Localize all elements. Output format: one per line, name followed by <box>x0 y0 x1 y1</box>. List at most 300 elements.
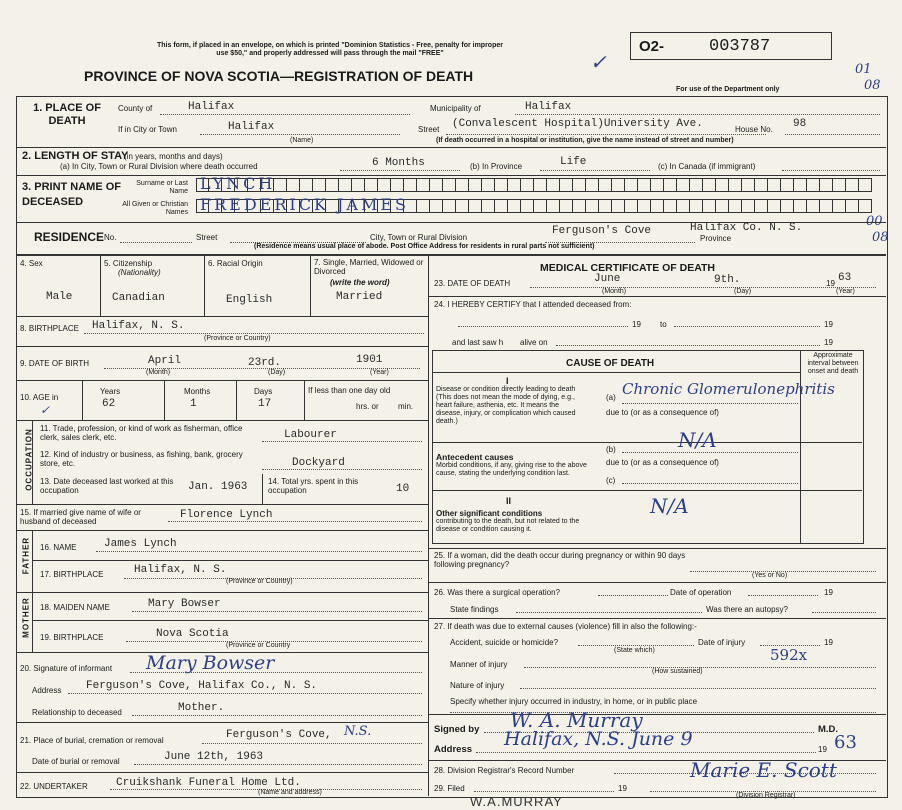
relationship-value: Mother. <box>178 702 225 714</box>
last-saw-label: and last saw h <box>452 338 504 347</box>
name-letter-box <box>287 178 300 192</box>
medical-heading: MEDICAL CERTIFICATE OF DEATH <box>540 262 715 274</box>
name-letter-box <box>807 199 820 213</box>
row-divider <box>32 560 428 561</box>
name-letter-box <box>391 178 404 192</box>
cause-b-value: N/A <box>678 428 717 452</box>
cell-divider <box>32 530 33 592</box>
burial-place-handwritten: N.S. <box>344 724 372 739</box>
filed-line <box>474 791 614 792</box>
name-letter-box <box>404 178 417 192</box>
autopsy-line <box>812 612 876 613</box>
reg-number: 003787 <box>709 37 771 56</box>
sex-value: Male <box>46 291 73 303</box>
racial-origin-label: 6. Racial Origin <box>208 259 263 268</box>
margin-mark-1: 01 <box>855 62 872 77</box>
to-label: to <box>660 320 667 329</box>
q11-line <box>262 441 422 442</box>
burial-place-label: 21. Place of burial, cremation or removal <box>20 736 164 745</box>
cause-c-line <box>622 483 798 484</box>
street-label: Street <box>418 125 440 134</box>
name-letter-box <box>794 178 807 192</box>
burial-date: June 12th, 1963 <box>164 751 264 763</box>
name-letter-box <box>547 199 560 213</box>
stay-a-label: (a) In City, Town or Rural Division where death occurred <box>60 162 258 171</box>
cell-divider <box>100 254 101 316</box>
row-divider <box>428 618 886 619</box>
signed-by-label: Signed by <box>434 724 480 735</box>
name-letter-box <box>833 199 846 213</box>
q13-label: 13. Date deceased last worked at this occupation <box>40 477 174 495</box>
name-letter-box <box>703 178 716 192</box>
date-op-label: Date of operation <box>670 588 732 597</box>
name-letter-box <box>755 199 768 213</box>
informant-signature: Mary Bowser <box>146 652 275 674</box>
filed-year: 19 <box>618 784 627 793</box>
house-line <box>785 134 880 135</box>
name-letter-box <box>456 178 469 192</box>
name-letter-box <box>508 199 521 213</box>
informant-addr-label: Address <box>32 686 62 695</box>
injury-year: 19 <box>824 638 833 647</box>
cause-a-line <box>622 403 798 404</box>
op-year: 19 <box>824 588 833 597</box>
name-letter-box <box>664 199 677 213</box>
registrar-signature: Marie E. Scott <box>690 758 837 782</box>
place-of-death-label: 1. PLACE OF DEATH <box>33 102 101 127</box>
cell-divider <box>236 380 237 420</box>
other-conditions-desc: contributing to the death, but not related to the disease or condition causing it. <box>436 518 580 533</box>
name-letter-box <box>300 178 313 192</box>
dod-year-prefix: 19 <box>826 279 835 288</box>
autopsy-label: Was there an autopsy? <box>706 605 788 614</box>
to-line <box>674 326 820 327</box>
birthplace-line <box>84 333 424 334</box>
name-letter-box <box>313 178 326 192</box>
age-years: 62 <box>102 398 116 410</box>
age-months: 1 <box>190 398 197 410</box>
name-letter-box <box>677 178 690 192</box>
name-letter-box <box>833 178 846 192</box>
hrs-label: hrs. or <box>356 402 379 411</box>
marital-value: Married <box>336 291 383 303</box>
name-letter-box <box>859 199 872 213</box>
age-check: ✓ <box>40 403 51 417</box>
row-divider <box>17 380 428 381</box>
citizenship-value: Canadian <box>112 292 165 304</box>
age-days: 17 <box>258 398 272 410</box>
mother-bp-caption: (Province or Country <box>226 642 291 649</box>
yes-no-caption: (Yes or No) <box>752 572 788 579</box>
q13-value: Jan. 1963 <box>188 481 248 493</box>
relationship-line <box>132 715 422 716</box>
cause-a-value: Chronic Glomerulonephritis <box>622 380 835 398</box>
undertaker-value: Cruikshank Funeral Home Ltd. <box>116 777 301 789</box>
row-divider <box>428 296 886 297</box>
row-divider <box>17 504 428 505</box>
name-caption: (Name) <box>290 137 314 144</box>
row-divider <box>432 442 862 443</box>
informant-sig-line <box>130 672 422 673</box>
row-divider <box>432 490 862 491</box>
physician-address: Halifax, N.S. June 9 <box>504 728 693 750</box>
stay-a-line <box>340 170 460 171</box>
physician-address-label: Address <box>434 744 473 755</box>
from-line <box>458 326 628 327</box>
occupation-side-label: OCCUPATION <box>24 428 34 491</box>
name-letter-box <box>508 178 521 192</box>
county-line <box>160 114 410 115</box>
specify-label: Specify whether injury occurred in industry, in home, or in public place <box>450 697 698 706</box>
dod-month-caption: (Month) <box>602 288 627 295</box>
manner-label: Manner of injury <box>450 660 508 669</box>
municipality-label: Municipality of <box>430 104 481 113</box>
due-to-b: due to (or as a consequence of) <box>606 458 719 467</box>
name-letter-box <box>495 178 508 192</box>
q14-value: 10 <box>396 483 410 495</box>
name-letter-box <box>573 178 586 192</box>
cell-divider <box>32 420 33 504</box>
given-value: FREDERICK JAMES <box>200 195 409 214</box>
stay-c-line <box>782 170 880 171</box>
q27-label: 27. If death was due to external causes (violence) fill in also the following:- <box>434 622 697 631</box>
dod-day: 9th. <box>714 274 741 286</box>
name-letter-box <box>729 178 742 192</box>
q28-label: 28. Division Registrar's Record Number <box>434 766 575 775</box>
name-letter-box <box>599 178 612 192</box>
interval-label: Approximate interval between onset and death <box>807 352 859 375</box>
name-letter-box <box>651 199 664 213</box>
stay-b-value: Life <box>560 156 587 168</box>
father-side-label: FATHER <box>21 536 31 575</box>
dob-label: 9. DATE OF BIRTH <box>20 359 90 368</box>
name-letter-box <box>768 199 781 213</box>
municipality-value: Halifax <box>525 101 572 113</box>
municipality-line <box>515 114 880 115</box>
stay-b-line <box>540 170 650 171</box>
margin-mark-3: 00 <box>866 214 883 229</box>
given-label: All Given or Christian Names <box>122 201 188 216</box>
cell-divider <box>304 380 305 420</box>
name-letter-box <box>430 199 443 213</box>
row-divider <box>428 714 886 715</box>
name-letter-box <box>482 178 495 192</box>
name-letter-box <box>690 199 703 213</box>
name-letter-box <box>755 178 768 192</box>
dod-year: 63 <box>838 272 852 284</box>
cell-divider <box>32 592 33 652</box>
residence-label: RESIDENCE <box>34 230 105 244</box>
part-one-label: I <box>506 376 509 386</box>
address-year-prefix: 19 <box>818 745 827 754</box>
min-label: min. <box>398 402 414 411</box>
cause-code: 592x <box>770 646 808 664</box>
residence-province-label: Province <box>700 234 732 243</box>
address-year: 63 <box>834 732 857 753</box>
name-letter-box <box>742 199 755 213</box>
father-birthplace: Halifax, N. S. <box>134 564 227 576</box>
dob-day: 23rd. <box>248 357 282 369</box>
margin-mark-2: 08 <box>864 78 881 93</box>
name-letter-box <box>326 178 339 192</box>
name-letter-box <box>443 178 456 192</box>
age-label: 10. AGE in <box>20 393 59 402</box>
dod-label: 23. DATE OF DEATH <box>434 279 511 288</box>
name-letter-box <box>430 178 443 192</box>
city-value: Halifax <box>228 121 275 133</box>
name-letter-box <box>625 178 638 192</box>
q12-line <box>262 469 422 470</box>
name-letter-box <box>716 199 729 213</box>
name-letter-box <box>677 199 690 213</box>
place-note: (If death occurred in a hospital or institution, give the name instead of street and number) <box>436 137 734 144</box>
relationship-label: Relationship to deceased <box>32 708 122 717</box>
q14-label: 14. Total yrs. spent in this occupation <box>268 477 359 495</box>
how-caption: (How sustained) <box>652 668 703 675</box>
marital-label: 7. Single, Married, Widowed or Divorced <box>314 258 424 276</box>
q25-label: 25. If a woman, did the death occur during pregnancy or within 90 days following pregnancy? <box>434 551 686 569</box>
residence-note: (Residence means usual place of abode. Post Office Address for residents in rural parts not sufficient) <box>254 243 595 250</box>
spouse-line <box>168 521 422 522</box>
name-letter-box <box>495 199 508 213</box>
mother-name-label: 18. MAIDEN NAME <box>40 603 110 612</box>
name-letter-box <box>638 199 651 213</box>
row-divider <box>17 420 428 421</box>
registrar-caption: (Division Registrar) <box>736 792 796 799</box>
certify-text: 24. I HEREBY CERTIFY that I attended deceased from: <box>434 300 632 309</box>
residence-city-label: City, Town or Rural Division <box>370 233 468 242</box>
q26-line <box>598 595 668 596</box>
residence-city: Ferguson's Cove <box>552 225 652 237</box>
surname-value: LYNCH <box>200 174 276 193</box>
state-findings-label: State findings <box>450 605 499 614</box>
spouse-value: Florence Lynch <box>180 509 273 521</box>
disease-label: Disease or condition directly leading to death (This does not mean the mode of dying, e.g., heart failure, asthenia, etc. It means the disease, injury, or complication which caused death.) <box>436 386 576 425</box>
sex-label: 4. Sex <box>20 259 43 268</box>
name-letter-box <box>443 199 456 213</box>
other-conditions-label: Other significant conditions <box>436 509 543 518</box>
dod-line <box>530 287 876 288</box>
name-letter-box <box>846 199 859 213</box>
mother-name: Mary Bowser <box>148 598 221 610</box>
q11-label: 11. Trade, profession, or kind of work as fisherman, office clerk, sales clerk, etc. <box>40 424 243 442</box>
marital-sub: (write the word) <box>330 278 390 287</box>
stay-c-label: (c) In Canada (if immigrant) <box>658 162 756 171</box>
undertaker-caption: (Name and address) <box>258 789 322 796</box>
other-conditions-value: N/A <box>650 494 689 518</box>
q12-label: 12. Kind of industry or business, as fishing, bank, grocery store, etc. <box>40 450 243 468</box>
row-divider <box>17 722 428 723</box>
dob-year: 1901 <box>356 354 383 366</box>
cause-a-label: (a) <box>606 393 616 402</box>
name-letter-box <box>846 178 859 192</box>
stay-label: 2. LENGTH OF STAY <box>22 150 129 162</box>
name-letter-box <box>703 199 716 213</box>
racial-origin-value: English <box>226 294 273 306</box>
name-letter-box <box>547 178 560 192</box>
registration-number-box <box>630 32 832 60</box>
informant-addr-line <box>68 693 422 694</box>
name-letter-box <box>794 199 807 213</box>
row-divider <box>17 772 428 773</box>
city-label: If in City or Town <box>118 125 177 134</box>
reg-prefix: O2- <box>639 38 665 55</box>
cell-divider <box>262 474 263 504</box>
antecedent-label: Antecedent causes <box>436 452 514 462</box>
postal-note: This form, if placed in an envelope, on which is printed "Dominion Statistics - Free, penalty for improper use $50," and properly addressed will pass through the mail "FREE" <box>157 42 503 57</box>
q29-label: 29. Filed <box>434 784 465 793</box>
dod-month: June <box>594 273 621 285</box>
name-letter-box <box>469 178 482 192</box>
name-letter-box <box>352 178 365 192</box>
cause-b-label: (b) <box>606 445 616 454</box>
name-letter-box <box>417 178 430 192</box>
name-letter-box <box>573 199 586 213</box>
name-letter-box <box>274 178 287 192</box>
cell-divider <box>164 380 165 420</box>
name-letter-box <box>612 199 625 213</box>
name-letter-box <box>456 199 469 213</box>
physician-name-handprint: W.A.MURRAY <box>470 794 563 809</box>
years-label: Years <box>100 387 121 396</box>
margin-mark-4: 08 <box>872 230 889 245</box>
accident-label: Accident, suicide or homicide? <box>450 638 559 647</box>
name-letter-box <box>612 178 625 192</box>
physician-signature: W. A. Murray <box>510 708 643 732</box>
antecedent-desc: Morbid conditions, if any, giving rise to the above cause, stating the underlying condition last. <box>436 462 587 477</box>
name-letter-box <box>820 199 833 213</box>
less-than-day-label: If less than one day old <box>308 386 391 395</box>
name-letter-box <box>807 178 820 192</box>
findings-line <box>516 612 702 613</box>
date-injury-label: Date of injury <box>698 638 746 647</box>
burial-place-line <box>202 743 422 744</box>
dod-year-caption: (Year) <box>836 288 855 295</box>
check-mark: ✓ <box>590 50 607 74</box>
name-letter-box <box>521 178 534 192</box>
md-label: M.D. <box>818 724 839 735</box>
state-which-caption: (State which) <box>614 647 655 654</box>
name-letter-box <box>339 178 352 192</box>
q26-label: 26. Was there a surgical operation? <box>434 588 560 597</box>
dod-day-caption: (Day) <box>734 288 752 295</box>
mother-birthplace-label: 19. BIRTHPLACE <box>40 633 104 642</box>
stay-sub: (in years, months and days) <box>124 152 223 161</box>
undertaker-label: 22. UNDERTAKER <box>20 782 88 791</box>
name-letter-box <box>638 178 651 192</box>
burial-place: Ferguson's Cove, <box>226 729 332 741</box>
row-divider <box>17 147 886 148</box>
residence-no-label: No. <box>104 233 117 242</box>
birthplace-value: Halifax, N. S. <box>92 320 185 332</box>
name-letter-box <box>586 178 599 192</box>
birthplace-label: 8. BIRTHPLACE <box>20 324 79 333</box>
row-divider <box>17 316 428 317</box>
nature-label: Nature of injury <box>450 681 505 690</box>
spouse-label: 15. If married give name of wife or husband of deceased <box>20 508 141 526</box>
father-bp-caption: (Province or Country) <box>226 578 293 585</box>
street-value: (Convalescent Hospital)University Ave. <box>452 118 703 130</box>
due-to-a: due to (or as a consequence of) <box>606 408 719 417</box>
row-divider <box>17 592 428 593</box>
name-letter-box <box>586 199 599 213</box>
street-line <box>446 134 766 135</box>
name-letter-box <box>729 199 742 213</box>
house-value: 98 <box>793 118 807 130</box>
informant-sig-label: 20. Signature of informant <box>20 664 113 673</box>
surname-label: Surname or Last Name <box>136 180 188 195</box>
row-divider <box>17 530 428 531</box>
name-letter-box <box>560 178 573 192</box>
name-letter-box <box>781 199 794 213</box>
row-divider <box>17 346 428 347</box>
name-letter-box <box>417 199 430 213</box>
row-divider <box>17 175 886 176</box>
name-letter-box <box>365 178 378 192</box>
dept-use-label: For use of the Department only <box>676 86 780 93</box>
dob-year-caption: (Year) <box>370 369 389 376</box>
name-letter-box <box>482 199 495 213</box>
burial-date-label: Date of burial or removal <box>32 757 120 766</box>
row-divider <box>428 548 886 549</box>
deceased-name-label: 3. PRINT NAME OF DECEASED <box>22 181 122 208</box>
alive-on-year: 19 <box>824 338 833 347</box>
father-birthplace-label: 17. BIRTHPLACE <box>40 570 104 579</box>
name-letter-box <box>651 178 664 192</box>
q12-value: Dockyard <box>292 457 345 469</box>
name-letter-box <box>560 199 573 213</box>
name-letter-box <box>820 178 833 192</box>
part-two-label: II <box>506 496 512 506</box>
house-label: House No. <box>735 125 773 134</box>
name-letter-box <box>859 178 872 192</box>
name-letter-box <box>469 199 482 213</box>
father-name-label: 16. NAME <box>40 543 77 552</box>
name-letter-box <box>690 178 703 192</box>
city-line <box>200 134 400 135</box>
cause-b-line <box>622 452 798 453</box>
days-label: Days <box>254 387 273 396</box>
mother-side-label: MOTHER <box>21 597 31 638</box>
stay-b-label: (b) In Province <box>470 162 523 171</box>
name-letter-box <box>625 199 638 213</box>
name-letter-box <box>742 178 755 192</box>
accident-line <box>578 645 694 646</box>
cell-divider <box>204 254 205 316</box>
alive-on-label: alive on <box>520 338 548 347</box>
name-letter-box <box>768 178 781 192</box>
surname-grid <box>196 178 872 192</box>
citizenship-sub: (Nationality) <box>118 268 161 277</box>
cause-heading: CAUSE OF DEATH <box>566 358 655 369</box>
to-year: 19 <box>824 320 833 329</box>
cause-c-label: (c) <box>606 476 616 485</box>
residence-street-label: Street <box>196 233 218 242</box>
dob-month-caption: (Month) <box>146 369 171 376</box>
row-divider <box>17 254 886 256</box>
name-letter-box <box>781 178 794 192</box>
stay-a-value: 6 Months <box>372 157 425 169</box>
burial-date-line <box>134 764 422 765</box>
birthplace-caption: (Province or Country) <box>204 335 271 342</box>
name-letter-box <box>378 178 391 192</box>
date-op-line <box>748 595 818 596</box>
alive-on-line <box>556 345 820 346</box>
informant-address: Ferguson's Cove, Halifax Co., N. S. <box>86 680 318 692</box>
residence-province: Halifax Co. N. S. <box>690 222 803 234</box>
citizenship-label: 5. Citizenship <box>104 259 153 268</box>
father-name-line <box>96 551 422 552</box>
